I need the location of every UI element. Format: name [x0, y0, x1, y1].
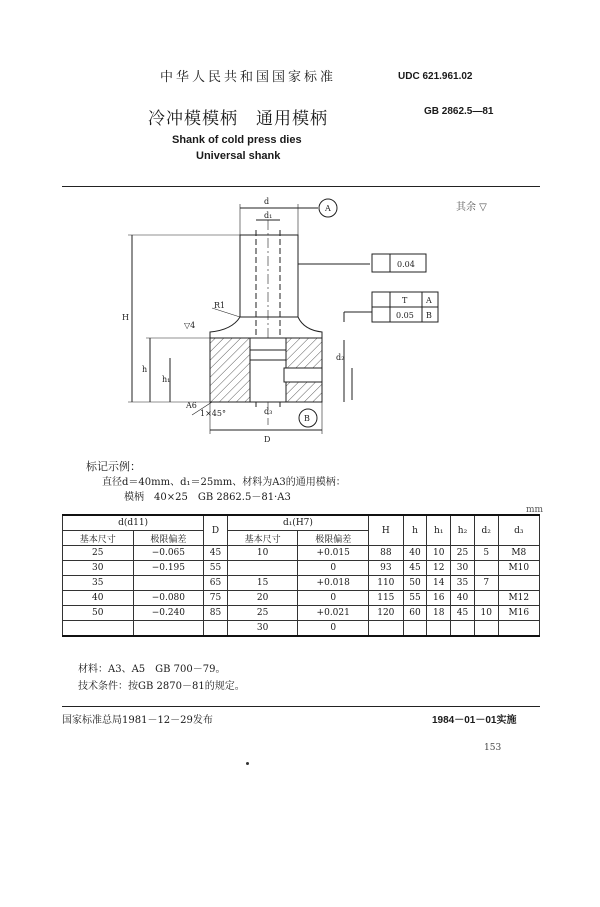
cell: 85 — [204, 606, 228, 621]
cell: 93 — [368, 561, 403, 576]
cell: 115 — [368, 591, 403, 606]
cell: 14 — [427, 576, 451, 591]
col-H: H — [368, 515, 403, 546]
standard-body: 中华人民共和国国家标准 — [160, 70, 337, 85]
table-row — [63, 591, 540, 606]
label-angle: 1×45° — [200, 409, 226, 418]
label-datum-b: B — [304, 414, 310, 423]
cell — [133, 576, 204, 591]
cell: −0.195 — [133, 561, 204, 576]
cell — [474, 621, 498, 637]
cell: 5 — [474, 546, 498, 561]
cell: 40 — [403, 546, 427, 561]
cell — [227, 561, 298, 576]
udc-code: UDC 621.961.02 — [398, 71, 473, 82]
label-R1: R1 — [214, 301, 226, 310]
cell: 35 — [63, 576, 134, 591]
page-title: 冷冲模模柄 通用模柄 — [148, 109, 328, 129]
cell: 40 — [451, 591, 475, 606]
cell: 10 — [474, 606, 498, 621]
implemented-date: 1984－01－01实施 — [432, 715, 517, 726]
cell: 16 — [427, 591, 451, 606]
cell — [403, 621, 427, 637]
cell: 120 — [368, 606, 403, 621]
cell: +0.021 — [298, 606, 369, 621]
label-perp: 0.05 — [396, 311, 414, 320]
table-row — [63, 561, 540, 576]
label-d: d — [264, 197, 270, 206]
page-number: 153 — [484, 743, 502, 753]
cell: 60 — [403, 606, 427, 621]
col-d: d(d11) — [63, 515, 204, 531]
cell: 35 — [451, 576, 475, 591]
cell — [204, 621, 228, 637]
cell — [498, 576, 539, 591]
cell: 45 — [204, 546, 228, 561]
cell: 25 — [227, 606, 298, 621]
cell: 88 — [368, 546, 403, 561]
label-surface: ▽4 — [184, 321, 196, 330]
cell: 110 — [368, 576, 403, 591]
label-T: T — [402, 296, 408, 305]
col-d1-dev: 极限偏差 — [298, 531, 369, 546]
cell: 75 — [204, 591, 228, 606]
col-h: h — [403, 515, 427, 546]
spec-table — [62, 514, 540, 637]
cell: −0.065 — [133, 546, 204, 561]
col-h1: h₁ — [427, 515, 451, 546]
cell: 0 — [298, 591, 369, 606]
header-rule — [62, 186, 540, 187]
footer-rule — [62, 706, 540, 707]
cell: +0.018 — [298, 576, 369, 591]
cell: 55 — [403, 591, 427, 606]
cell: 10 — [427, 546, 451, 561]
cell: 25 — [63, 546, 134, 561]
cell: M12 — [498, 591, 539, 606]
cell: −0.240 — [133, 606, 204, 621]
col-d2: d₂ — [474, 515, 498, 546]
cell: 50 — [63, 606, 134, 621]
cell — [474, 591, 498, 606]
col-d3: d₃ — [498, 515, 539, 546]
gb-number: GB 2862.5—81 — [424, 106, 494, 117]
cell — [368, 621, 403, 637]
cell: 50 — [403, 576, 427, 591]
col-h2: h₂ — [451, 515, 475, 546]
label-d1: d₁ — [264, 211, 273, 220]
table-row — [63, 606, 540, 621]
cell — [451, 621, 475, 637]
col-d1-basic: 基本尺寸 — [227, 531, 298, 546]
label-d3: d₃ — [264, 407, 273, 416]
cell: 15 — [227, 576, 298, 591]
cell — [474, 561, 498, 576]
unit-label: mm — [526, 505, 544, 515]
cell: 0 — [298, 621, 369, 637]
cell: M8 — [498, 546, 539, 561]
label-d2: d₂ — [336, 353, 345, 362]
cell: 30 — [451, 561, 475, 576]
cell: 7 — [474, 576, 498, 591]
cell — [133, 621, 204, 637]
col-d1: d₁(H7) — [227, 515, 368, 531]
table-row — [63, 576, 540, 591]
cell — [427, 621, 451, 637]
col-d-dev: 极限偏差 — [133, 531, 204, 546]
roughness-note: 其余 ▽ — [456, 202, 487, 213]
cell: 40 — [63, 591, 134, 606]
label-D: D — [264, 435, 271, 444]
cell: 30 — [227, 621, 298, 637]
label-datum-a: A — [325, 204, 331, 213]
cell: +0.015 — [298, 546, 369, 561]
cell: 30 — [63, 561, 134, 576]
cell: 45 — [403, 561, 427, 576]
cell: 10 — [227, 546, 298, 561]
cell: M16 — [498, 606, 539, 621]
cell — [63, 621, 134, 637]
table-row — [63, 621, 540, 637]
label-A6: A6 — [186, 401, 197, 410]
tech-note: 技术条件：按GB 2870－81的规定。 — [78, 681, 245, 692]
issued-date: 国家标准总局1981－12－29发布 — [62, 715, 213, 726]
material-note: 材料：A3、A5 GB 700－79。 — [78, 664, 226, 675]
label-h: h — [142, 365, 148, 374]
label-A-frame: A — [426, 296, 432, 305]
table-row — [63, 546, 540, 561]
speck — [246, 762, 249, 765]
cell: 45 — [451, 606, 475, 621]
cell: 18 — [427, 606, 451, 621]
col-d-basic: 基本尺寸 — [63, 531, 134, 546]
cell: −0.080 — [133, 591, 204, 606]
cell: M10 — [498, 561, 539, 576]
example-title: 标记示例： — [86, 460, 141, 473]
col-D: D — [204, 515, 228, 546]
label-B-frame: B — [426, 311, 432, 320]
label-H: H — [122, 313, 129, 322]
label-concentricity: 0.04 — [397, 260, 415, 269]
label-h1: h₁ — [162, 375, 171, 384]
cell — [498, 621, 539, 637]
example-line-2: 模柄 40×25 GB 2862.5－81·A3 — [124, 492, 291, 503]
example-line-1: 直径d＝40mm、d₁＝25mm、材料为A3的通用模柄： — [102, 477, 346, 488]
shank-drawing — [100, 190, 460, 450]
cell: 55 — [204, 561, 228, 576]
cell: 25 — [451, 546, 475, 561]
cell: 20 — [227, 591, 298, 606]
cell: 12 — [427, 561, 451, 576]
title-en-2: Universal shank — [196, 150, 281, 162]
cell: 0 — [298, 561, 369, 576]
title-en-1: Shank of cold press dies — [172, 134, 302, 146]
cell: 65 — [204, 576, 228, 591]
